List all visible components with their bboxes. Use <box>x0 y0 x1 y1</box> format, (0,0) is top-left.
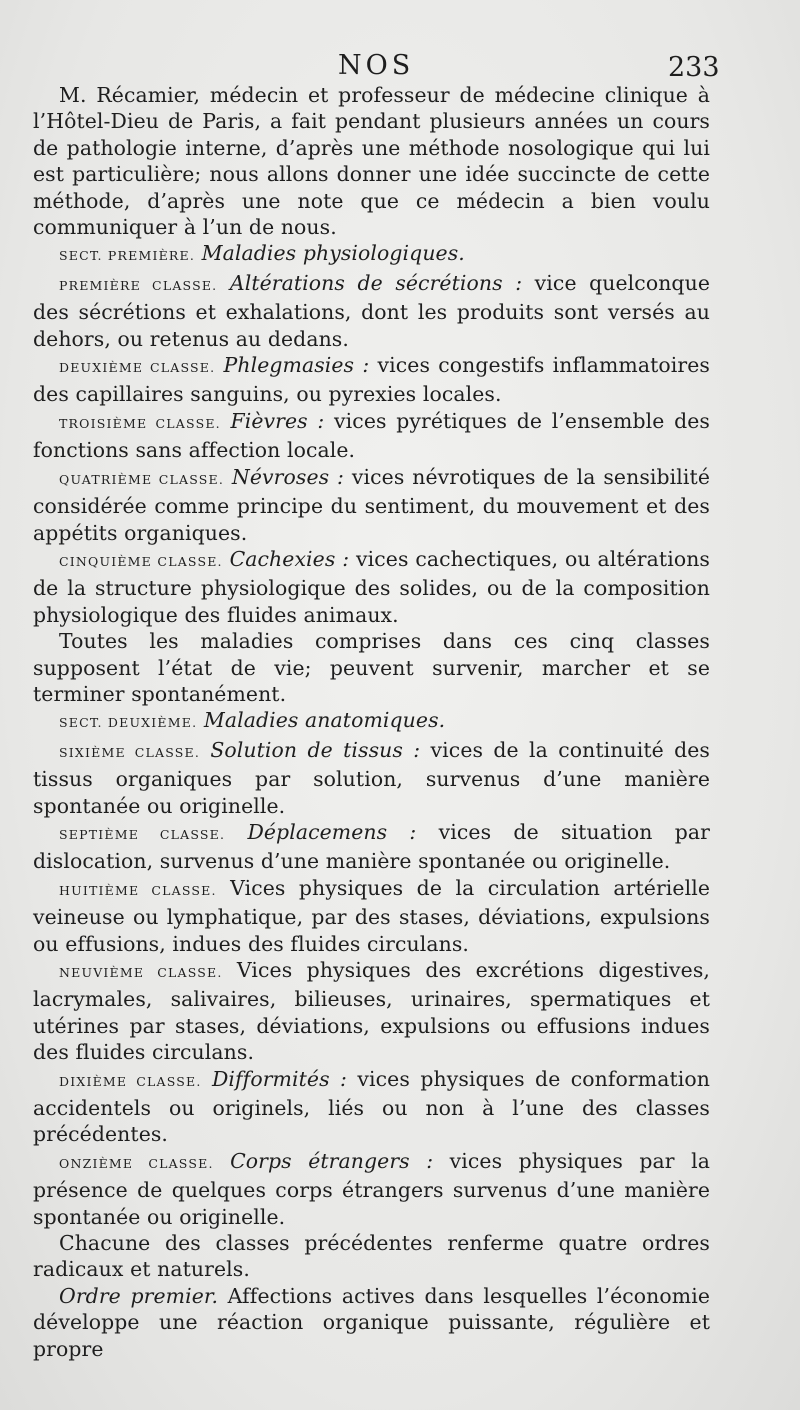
class-term: Fièvres : <box>230 408 325 433</box>
class-term: Névroses : <box>231 464 345 489</box>
class-term: Solution de tissus : <box>210 737 421 762</box>
class-entry-3 <box>33 408 710 464</box>
class-entry-11 <box>33 1148 710 1230</box>
class-label: SEPTIÈME CLASSE. <box>59 826 226 842</box>
class-term: Phlegmasies : <box>223 353 370 378</box>
page-number: 233 <box>668 52 720 83</box>
section-label: SECT. PREMIÈRE. <box>59 248 196 264</box>
section-title: Maladies physiologiques. <box>201 241 465 266</box>
class-label: DEUXIÈME CLASSE. <box>59 360 216 376</box>
class-term: Cachexies : <box>229 546 350 571</box>
class-term: Déplacemens : <box>247 819 417 844</box>
class-entry-6 <box>33 737 710 819</box>
class-term: Difformités : <box>211 1066 348 1091</box>
class-label: ONZIÈME CLASSE. <box>59 1155 214 1171</box>
class-entry-1 <box>33 270 710 352</box>
class-entry-4 <box>33 464 710 546</box>
class-description: vices physiques par la présence de quelques corps étrangers survenus d’une manière spontanée ou originelle. <box>33 1148 710 1229</box>
section-heading-2 <box>33 707 710 736</box>
class-description: vices physiques de conformation accidentels ou originels, liés ou non à l’une des classes précédentes. <box>33 1066 710 1147</box>
class-description: vice quelconque des sécrétions et exhalations, dont les produits sont versés au dehors, ou retenus au dedans. <box>33 270 710 351</box>
class-label: NEUVIÈME CLASSE. <box>59 965 223 980</box>
class-label: SIXIÈME CLASSE. <box>59 744 200 760</box>
orders-paragraph: Chacune des classes précédentes renferme quatre ordres radicaux et naturels. <box>33 1231 710 1282</box>
class-entry-8 <box>33 875 710 957</box>
body-text <box>33 82 710 1362</box>
section-heading-1 <box>33 240 710 269</box>
class-description: vices de la continuité des tissus organiques par solution, survenus d’une manière spontanée ou originelle. <box>33 737 710 818</box>
class-description: vices cachectiques, ou altérations de la structure physiologique des solides, ou de la composition physiologique des fluides animaux. <box>33 546 710 627</box>
order-term: Ordre premier. <box>59 1283 219 1308</box>
section-label: SECT. DEUXIÈME. <box>59 715 198 731</box>
class-description: vices névrotiques de la sensibilité considérée comme principe du sentiment, du mouvement et des appétits organiques. <box>33 464 710 545</box>
summary-paragraph: Toutes les maladies comprises dans ces cinq classes supposent l’état de vie; peuvent survenir, marcher et se terminer spontanément. <box>33 629 710 706</box>
order-entry-1 <box>33 1283 710 1362</box>
class-label: HUITIÈME CLASSE. <box>59 882 217 898</box>
class-label: DIXIÈME CLASSE. <box>59 1073 202 1089</box>
class-label: CINQUIÈME CLASSE. <box>59 553 223 569</box>
order-description: Affections actives dans lesquelles l’économie développe une réaction organique puissante, régulière et propre <box>33 1283 710 1361</box>
class-term: Corps étrangers : <box>230 1148 434 1173</box>
class-description: vices congestifs inflammatoires des capillaires sanguins, ou pyrexies locales. <box>33 353 710 407</box>
class-description: vices de situation par dislocation, survenus d’une manière spontanée ou originelle. <box>33 819 710 874</box>
class-entry-9 <box>33 957 710 1066</box>
running-head: NOS <box>338 50 415 81</box>
section-title: Maladies anatomiques. <box>203 708 446 733</box>
class-label: QUATRIÈME CLASSE. <box>59 471 225 487</box>
class-description: Vices physiques des excrétions digestives, lacrymales, salivaires, bilieuses, urinaires, spermatiques et utérines par stases, déviations, expulsions ou effusions indues des fluides circulans. <box>33 958 710 1065</box>
class-entry-10 <box>33 1066 710 1148</box>
class-term: Altérations de sécrétions : <box>229 270 523 295</box>
class-entry-5 <box>33 546 710 628</box>
class-description: Vices physiques de la circulation artérielle veineuse ou lymphatique, par des stases, déviations, expulsions ou effusions, indues des fluides circulans. <box>33 875 710 956</box>
class-label: TROISIÈME CLASSE. <box>59 415 221 431</box>
class-entry-2 <box>33 352 710 408</box>
class-entry-7 <box>33 819 710 875</box>
class-label: PREMIÈRE CLASSE. <box>59 277 218 293</box>
intro-paragraph: M. Récamier, médecin et professeur de médecine clinique à l’Hôtel-Dieu de Paris, a fait pendant plusieurs années un cours de pathologie interne, d’après une méthode nosologique qui lui est particulière; nous allons donner une idée succincte de cette méthode, d’après une note que ce médecin a bien voulu communiquer à l’un de nous. <box>33 83 710 240</box>
class-description: vices pyrétiques de l’ensemble des fonctions sans affection locale. <box>33 408 710 463</box>
